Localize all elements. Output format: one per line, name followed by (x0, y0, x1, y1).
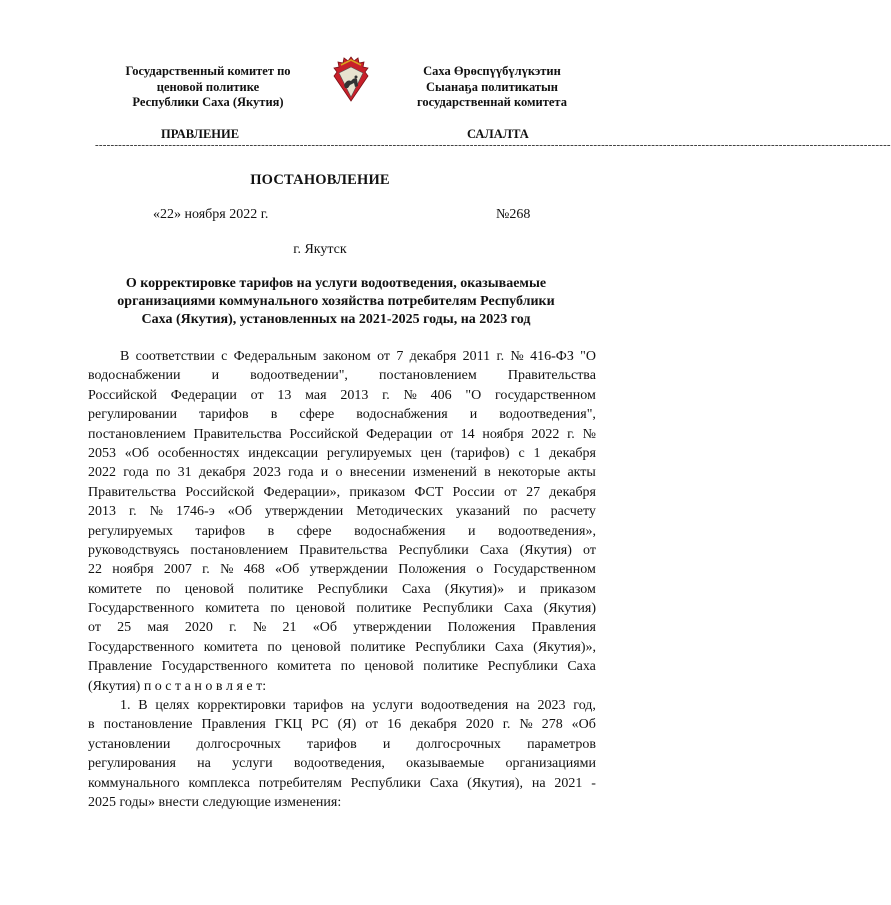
body-line: Российской Федерации от 13 мая 2013 г. № 406 "О государственном (88, 387, 596, 403)
body-line: (Якутия) п о с т а н о в л я е т: (88, 678, 267, 694)
header-right-line: Саха Өрөспүүбүлүкэтин (423, 64, 561, 78)
body-line: регулирования на услуги водоотведения, оказываемые организациями (88, 756, 596, 772)
body-line: Правление Государственного комитета по ценовой политике Республики Саха (88, 659, 596, 675)
body-line: В соответствии с Федеральным законом от 7 декабря 2011 г. № 416-ФЗ "О (120, 349, 596, 364)
body-line: Государственного комитета по ценовой политике Республики Саха (Якутия)», (88, 639, 596, 655)
body-line: водоснабжении и водоотведении", постановлением Правительства (88, 368, 596, 384)
header-left-line: Республики Саха (Якутия) (132, 95, 284, 109)
body-line: 2013 г. № 1746-э «Об утверждении Методических указаний по расчету (88, 504, 596, 520)
body-line: 22 ноября 2007 г. № 468 «Об утверждении Положения о Государственном (88, 562, 596, 578)
body-line: руководствуясь постановлением Правительства Республики Саха (Якутия) от (88, 542, 596, 558)
document-title: ПОСТАНОВЛЕНИЕ (250, 172, 390, 188)
body-line: от 25 мая 2020 г. № 21 «Об утверждении Положения Правления (88, 620, 596, 636)
header-left-org (96, 64, 320, 111)
body-line: 2053 «Об особенностях индексации регулируемых цен (тарифов) с 1 декабря (88, 445, 596, 461)
dept-right: САЛАЛТА (467, 127, 529, 141)
body-line: установлении долгосрочных тарифов и долгосрочных параметров (88, 736, 596, 752)
coat-of-arms-emblem (332, 55, 370, 103)
body-line: регулировании тарифов в сфере водоснабжения и водоотведения", (88, 407, 596, 423)
body-line: комитете по ценовой политике Республики Саха (Якутия)» и приказом (88, 581, 596, 597)
document-city: г. Якутск (293, 242, 347, 257)
header-right-line: Сыанаҕа политикатын (426, 79, 558, 94)
document-date: «22» ноября 2022 г. (153, 207, 269, 222)
body-line: в постановление Правления ГКЦ РС (Я) от 16 декабря 2020 г. № 278 «Об (88, 717, 596, 733)
body-line: 2022 года по 31 декабря 2023 года и о внесении изменений в некоторые акты (88, 465, 596, 481)
header-left-line: ценовой политике (156, 79, 260, 94)
body-line: 2025 годы» внести следующие изменения: (88, 794, 342, 810)
body-line: постановлением Правительства Российской Федерации от 14 ноября 2022 г. № (88, 426, 596, 442)
body-line: Государственного комитета по ценовой политике Республики Саха (Якутия) (88, 601, 596, 617)
body-line: Правительства Российской Федерации», приказом ФСТ России от 27 декабря (88, 484, 596, 500)
body-line: регулируемых тарифов в сфере водоснабжения и водоотведения», (88, 523, 596, 539)
subject-line: О корректировке тарифов на услуги водоотведения, оказываемые (125, 276, 547, 291)
subject-line: Саха (Якутия), установленных на 2021-2025 годы, на 2023 год (141, 312, 531, 327)
header-right-line: государственнай комитета (417, 95, 567, 109)
body-line: коммунального комплекса потребителям Республики Саха (Якутия), на 2021 - (88, 775, 596, 791)
header-separator: -------------------------------------------------------------------------------------------------------------------------------------------------------------------------------------------------------------- (95, 139, 891, 151)
header-left-line: Государственный комитет по (125, 64, 291, 78)
dept-left: ПРАВЛЕНИЕ (161, 127, 240, 141)
document-subject (100, 275, 572, 329)
subject-line: организациями коммунального хозяйства потребителям Республики (117, 294, 555, 309)
body-line: 1. В целях корректировки тарифов на услуги водоотведения на 2023 год, (120, 698, 596, 714)
document-body (88, 347, 596, 812)
header-right-org (404, 64, 580, 111)
document-number: №268 (496, 207, 531, 222)
